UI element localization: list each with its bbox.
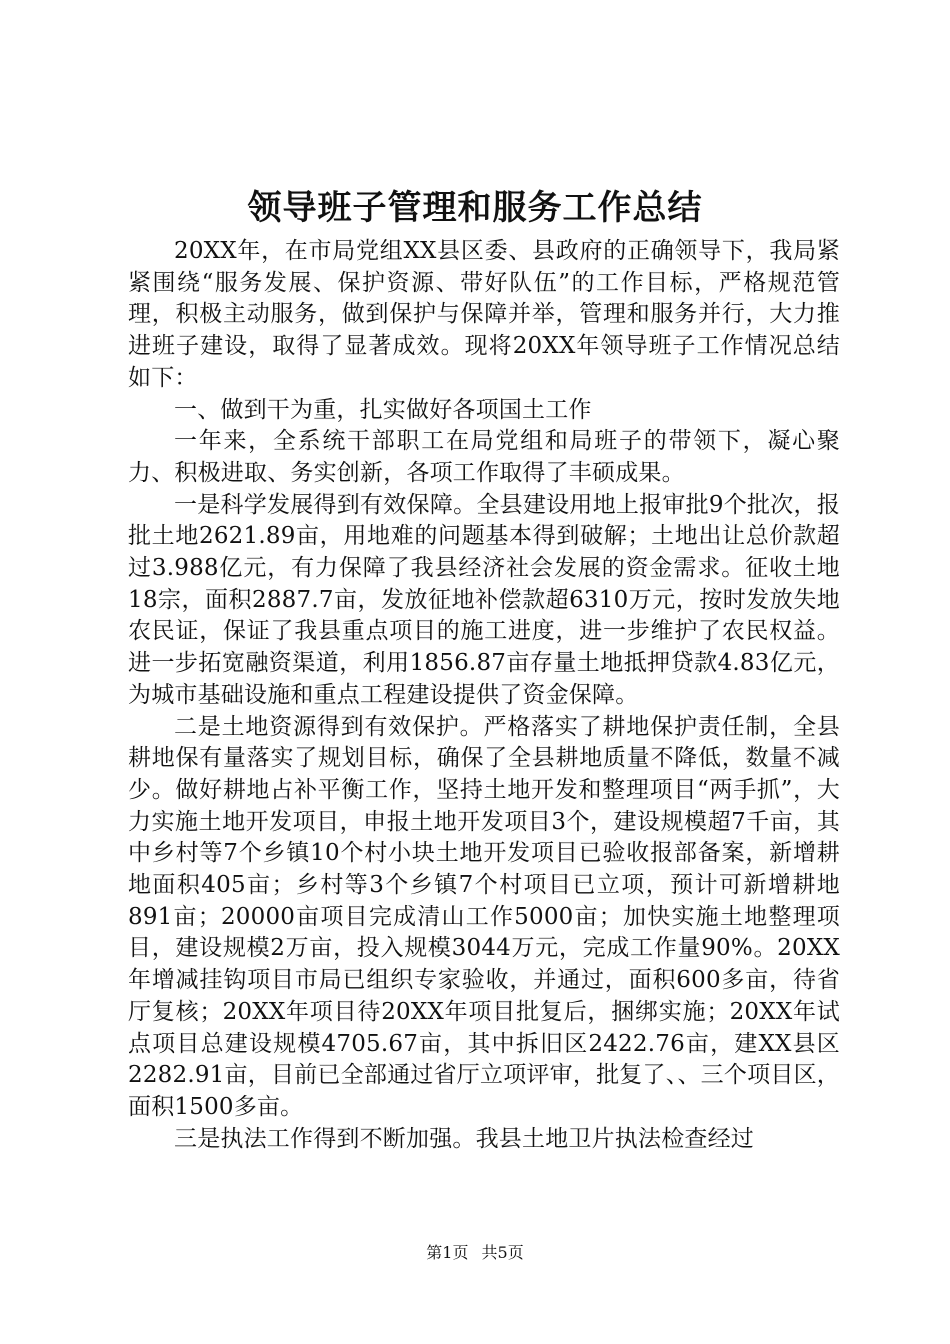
page-footer xyxy=(0,1243,950,1263)
document-title: 领导班子管理和服务工作总结 xyxy=(247,188,703,228)
page-total: 共5页 xyxy=(481,1243,524,1262)
document-body xyxy=(128,236,840,1155)
paragraph-point-1: 一是科学发展得到有效保障。全县建设用地上报审批9个批次，报批土地2621.89亩，用地难的问题基本得到破解；土地出让总价款超过3.988亿元，有力保障了我县经济社会发展的资金需求。征收土地18宗，面积2887.7亩，发放征地补偿款超6310万元，按时发放失地农民证，保证了我县重点项目的施工进度，进一步维护了农民权益。进一步拓宽融资渠道，利用1856.87亩存量土地抵押贷款4.83亿元，为城市基础设施和重点工程建设提供了资金保障。 xyxy=(128,491,840,708)
paragraph-point-3: 三是执法工作得到不断加强。我县土地卫片执法检查经过 xyxy=(174,1125,754,1152)
paragraph-overview: 一年来，全系统干部职工在局党组和局班子的带领下，凝心聚力、积极进取、务实创新，各项工作取得了丰硕成果。 xyxy=(128,428,840,486)
paragraph-point-2: 二是土地资源得到有效保护。严格落实了耕地保护责任制，全县耕地保有量落实了规划目标，确保了全县耕地质量不降低，数量不减少。做好耕地占补平衡工作，坚持土地开发和整理项目“两手抓”，大力实施土地开发项目，申报土地开发项目3个，建设规模超7千亩，其中乡村等7个乡镇10个村小块土地开发项目已验收报部备案，新增耕地面积405亩；乡村等3个乡镇7个村项目已立项，预计可新增耕地891亩；20000亩项目完成清山工作5000亩；加快实施土地整理项目，建设规模2万亩，投入规模3044万元，完成工作量90%。20XX年增减挂钩项目市局已组织专家验收，并通过，面积600多亩，待省厅复核；20XX年项目待20XX年项目批复后，捆绑实施；20XX年试点项目总建设规模4705.67亩，其中拆旧区2422.76亩，建XX县区2282.91亩，目前已全部通过省厅立项评审，批复了、、三个项目区，面积1500多亩。 xyxy=(128,713,840,1120)
paragraph-intro: 20XX年，在市局党组XX县区委、县政府的正确领导下，我局紧紧围绕“服务发展、保护资源、带好队伍”的工作目标，严格规范管理，积极主动服务，做到保护与保障并举，管理和服务并行，大力推进班子建设，取得了显著成效。现将20XX年领导班子工作情况总结如下： xyxy=(128,238,840,391)
section-heading-1: 一、做到干为重，扎实做好各项国土工作 xyxy=(174,396,592,423)
page-number: 第1页 xyxy=(426,1243,469,1262)
